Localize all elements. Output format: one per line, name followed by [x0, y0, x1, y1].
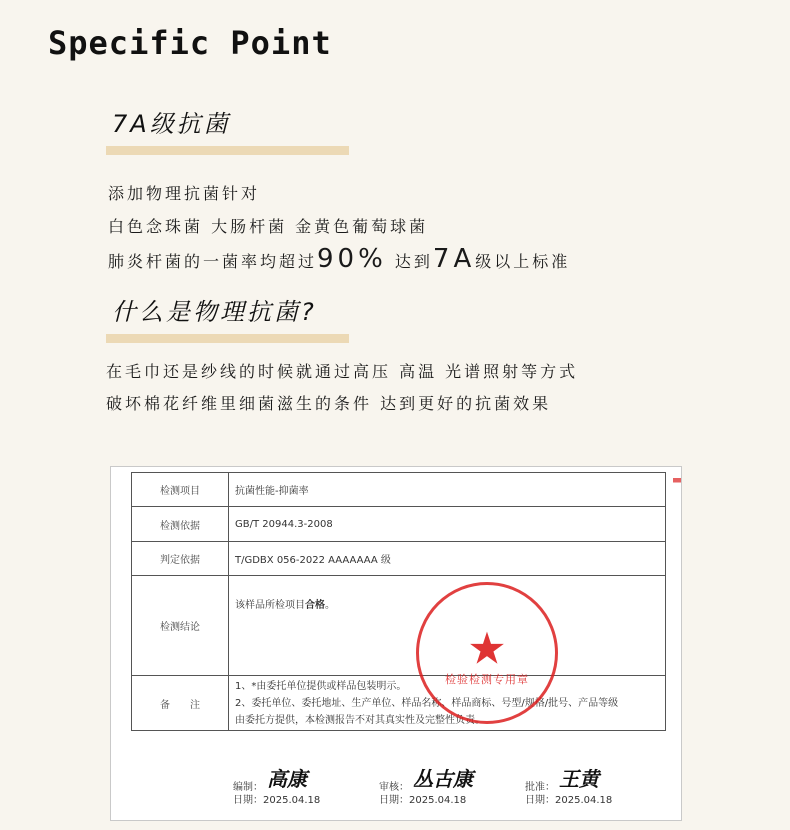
- row-notes: [229, 676, 666, 731]
- report-table: [131, 472, 666, 731]
- signature-label: 编制：: [233, 782, 263, 793]
- table-row: [132, 507, 666, 542]
- star-icon: ★: [467, 623, 507, 675]
- heading-underline: [106, 334, 349, 343]
- conclusion-text: 该样品所检项目: [235, 600, 305, 611]
- row-key: 备 注: [132, 676, 229, 731]
- stamp-label: 检验检测专用章: [445, 673, 529, 686]
- row-value: 抗菌性能-抑菌率: [229, 473, 666, 507]
- signature-name: 王黄: [559, 767, 599, 791]
- body-text: 添加物理抗菌针对: [108, 184, 261, 203]
- signature-date: 日期：2025.04.18: [379, 795, 467, 806]
- table-row: [132, 676, 666, 731]
- signature-date: 日期：2025.04.18: [233, 795, 321, 806]
- body-text-part: 肺炎杆菌的一菌率均超过: [108, 252, 318, 271]
- row-value: [229, 576, 666, 676]
- table-row: [132, 473, 666, 507]
- body-text: 破坏棉花纤维里细菌滋生的条件 达到更好的抗菌效果: [106, 394, 552, 413]
- table-row: [132, 576, 666, 676]
- body-text-part: 达到: [394, 252, 433, 271]
- signature-label: 批准：: [525, 782, 555, 793]
- signature-date: 日期：2025.04.18: [525, 795, 613, 806]
- conclusion-text-end: 。: [325, 600, 335, 611]
- note-line: 1、*由委托单位提供或样品包装明示。: [235, 680, 407, 692]
- row-value: T/GDBX 056-2022 AAAAAAA 级: [229, 542, 666, 576]
- body-text: 白色念珠菌 大肠杆菌 金黄色葡萄球菌: [108, 217, 429, 236]
- section-heading-physical: 什么是物理抗菌?: [112, 298, 317, 326]
- row-value: GB/T 20944.3-2008: [229, 507, 666, 542]
- signature-name: 高康: [267, 767, 307, 791]
- stamp-edge-mark: [673, 467, 681, 577]
- body-text: [108, 244, 570, 274]
- highlight-percent: 90%: [317, 244, 387, 274]
- note-line: 2、委托单位、委托地址、生产单位、样品名称、样品商标、号型/规格/批号、产品等级: [235, 697, 619, 709]
- row-key: 检测项目: [132, 473, 229, 507]
- section-heading-antibacterial: 7A级抗菌: [112, 110, 231, 138]
- row-key: 判定依据: [132, 542, 229, 576]
- test-report-image: [110, 466, 682, 821]
- note-line: 由委托方提供，本检测报告不对其真实性及完整性负责。: [235, 714, 485, 726]
- signature-name: 丛古康: [413, 767, 473, 791]
- body-text-part: 级以上标准: [475, 252, 571, 271]
- heading-underline: [106, 146, 349, 155]
- row-key: 检测结论: [132, 576, 229, 676]
- body-text: 在毛巾还是纱线的时候就通过高压 高温 光谱照射等方式: [106, 362, 579, 381]
- highlight-grade: 7A: [432, 244, 476, 274]
- signature-label: 审核：: [379, 782, 409, 793]
- conclusion-result: 合格: [305, 600, 325, 611]
- page-title: Specific Point: [48, 24, 332, 62]
- table-row: [132, 542, 666, 576]
- row-key: 检测依据: [132, 507, 229, 542]
